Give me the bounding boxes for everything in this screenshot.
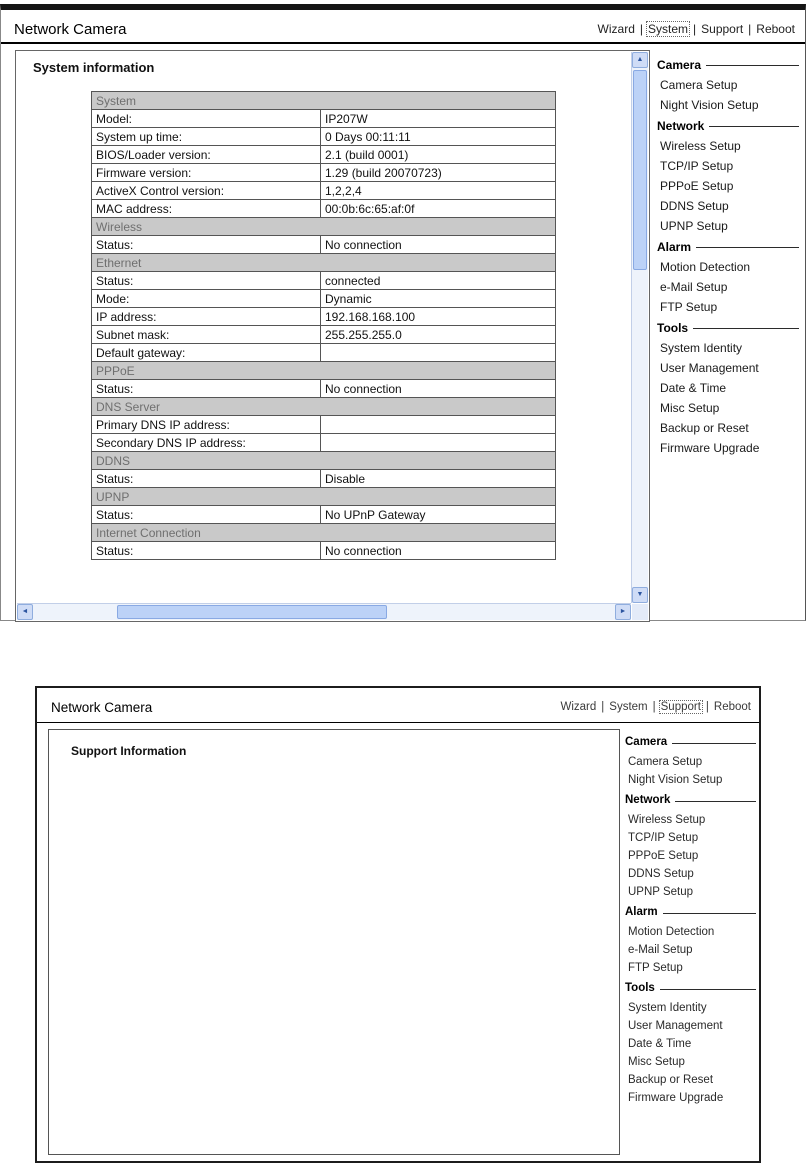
table-row (92, 200, 556, 218)
table-row (92, 308, 556, 326)
table-section-label: Wireless (92, 218, 556, 236)
table-row-value: 1.29 (build 20070723) (321, 164, 556, 182)
table-row-value: 192.168.168.100 (321, 308, 556, 326)
sidebar-item-night-vision-setup[interactable]: Night Vision Setup (660, 98, 759, 112)
table-row-value: 00:0b:6c:65:af:0f (321, 200, 556, 218)
sidebar-item-ddns-setup[interactable]: DDNS Setup (628, 868, 694, 880)
sidebar-item-firmware-upgrade[interactable]: Firmware Upgrade (660, 441, 760, 455)
table-section-label: DDNS (92, 452, 556, 470)
sidebar-item-misc-setup[interactable]: Misc Setup (660, 401, 720, 415)
sidebar-item-upnp-setup[interactable]: UPNP Setup (628, 886, 693, 898)
top-nav (596, 22, 797, 36)
table-row-label: Subnet mask: (92, 326, 321, 344)
vertical-scroll-track[interactable] (632, 68, 648, 587)
sidebar-section-title-tools: Tools (625, 977, 756, 999)
system-info-table (91, 91, 556, 560)
table-row-label: Default gateway: (92, 344, 321, 362)
page-title: Network Camera (51, 700, 153, 715)
table-section-label: PPPoE (92, 362, 556, 380)
horizontal-scrollbar[interactable] (17, 603, 631, 620)
table-row-value: No connection (321, 236, 556, 254)
sidebar-section-title-alarm: Alarm (657, 236, 799, 257)
content-heading: Support Information (71, 744, 187, 758)
sidebar-item-ftp-setup[interactable]: FTP Setup (660, 300, 718, 314)
table-section-label: Ethernet (92, 254, 556, 272)
nav-support[interactable]: Support (660, 701, 701, 713)
sidebar-item-tcp-ip-setup[interactable]: TCP/IP Setup (628, 832, 699, 844)
table-row-label: Status: (92, 236, 321, 254)
sidebar-item-user-management[interactable]: User Management (628, 1020, 723, 1032)
sidebar-section-title-camera: Camera (657, 54, 799, 75)
table-section-label: UPNP (92, 488, 556, 506)
section-rule (663, 913, 756, 914)
sidebar-item-upnp-setup[interactable]: UPNP Setup (660, 219, 728, 233)
scroll-right-arrow-icon[interactable]: ► (615, 604, 631, 620)
table-row (92, 164, 556, 182)
table-row-label: Model: (92, 110, 321, 128)
table-section-row (92, 452, 556, 470)
vertical-scrollbar[interactable] (631, 52, 648, 603)
table-section-row (92, 488, 556, 506)
sidebar-item-e-mail-setup[interactable]: e-Mail Setup (660, 280, 728, 294)
table-row-value (321, 344, 556, 362)
table-row-value: 255.255.255.0 (321, 326, 556, 344)
sidebar-menu (657, 54, 799, 458)
scroll-down-arrow-icon[interactable]: ▼ (632, 587, 648, 603)
scroll-up-arrow-icon[interactable]: ▲ (632, 52, 648, 68)
nav-separator: | (693, 22, 697, 36)
sidebar-item-system-identity[interactable]: System Identity (660, 341, 743, 355)
table-row-value: Disable (321, 470, 556, 488)
horizontal-scroll-track[interactable] (33, 604, 615, 620)
page-header (37, 688, 759, 722)
nav-separator: | (639, 22, 643, 36)
nav-support[interactable]: Support (701, 22, 744, 36)
content-frame (48, 729, 620, 1155)
table-row (92, 182, 556, 200)
table-row-label: IP address: (92, 308, 321, 326)
table-row-label: Secondary DNS IP address: (92, 434, 321, 452)
table-row-value: No connection (321, 542, 556, 560)
table-row (92, 506, 556, 524)
sidebar-section-title-alarm: Alarm (625, 901, 756, 923)
table-row-value: No UPnP Gateway (321, 506, 556, 524)
table-row (92, 146, 556, 164)
horizontal-scroll-thumb[interactable] (117, 605, 387, 619)
top-nav (559, 701, 754, 713)
sidebar-item-pppoe-setup[interactable]: PPPoE Setup (628, 850, 699, 862)
section-rule (706, 65, 799, 66)
nav-system[interactable]: System (609, 701, 648, 713)
sidebar-item-ftp-setup[interactable]: FTP Setup (628, 962, 683, 974)
table-row-value: Dynamic (321, 290, 556, 308)
sidebar-item-backup-or-reset[interactable]: Backup or Reset (628, 1074, 714, 1086)
sidebar-item-date-time[interactable]: Date & Time (660, 381, 727, 395)
table-section-label: DNS Server (92, 398, 556, 416)
table-row (92, 416, 556, 434)
table-row-value: connected (321, 272, 556, 290)
page-body (37, 723, 759, 1161)
section-rule (693, 328, 799, 329)
sidebar-item-backup-or-reset[interactable]: Backup or Reset (660, 421, 749, 435)
table-row-value (321, 416, 556, 434)
sidebar-item-motion-detection[interactable]: Motion Detection (660, 260, 751, 274)
table-row-value: 0 Days 00:11:11 (321, 128, 556, 146)
nav-separator: | (705, 701, 709, 713)
table-row-label: Firmware version: (92, 164, 321, 182)
table-row-label: BIOS/Loader version: (92, 146, 321, 164)
table-section-row (92, 254, 556, 272)
table-section-label: Internet Connection (92, 524, 556, 542)
vertical-scroll-thumb[interactable] (633, 70, 647, 270)
table-row-label: System up time: (92, 128, 321, 146)
table-row (92, 272, 556, 290)
section-rule (675, 801, 756, 802)
sidebar-item-wireless-setup[interactable]: Wireless Setup (660, 139, 741, 153)
table-row-label: MAC address: (92, 200, 321, 218)
sidebar-item-ddns-setup[interactable]: DDNS Setup (660, 199, 729, 213)
table-row (92, 470, 556, 488)
sidebar-section-title-network: Network (657, 115, 799, 136)
sidebar-item-night-vision-setup[interactable]: Night Vision Setup (628, 774, 723, 786)
table-row-value: No connection (321, 380, 556, 398)
sidebar-item-wireless-setup[interactable]: Wireless Setup (628, 814, 706, 826)
sidebar-item-user-management[interactable]: User Management (660, 361, 759, 375)
table-row (92, 128, 556, 146)
page-header (1, 10, 805, 42)
sidebar-item-motion-detection[interactable]: Motion Detection (628, 926, 715, 938)
nav-wizard[interactable]: Wizard (560, 701, 597, 713)
sidebar-item-misc-setup[interactable]: Misc Setup (628, 1056, 685, 1068)
table-row (92, 290, 556, 308)
table-row-label: Status: (92, 272, 321, 290)
section-rule (709, 126, 799, 127)
table-row-label: Status: (92, 380, 321, 398)
table-row-label: Status: (92, 506, 321, 524)
sidebar-item-camera-setup[interactable]: Camera Setup (628, 756, 703, 768)
sidebar-item-firmware-upgrade[interactable]: Firmware Upgrade (628, 1092, 724, 1104)
table-row-value (321, 434, 556, 452)
nav-separator: | (652, 701, 656, 713)
sidebar-menu (625, 731, 756, 1107)
sidebar-item-tcp-ip-setup[interactable]: TCP/IP Setup (660, 159, 734, 173)
sidebar-item-e-mail-setup[interactable]: e-Mail Setup (628, 944, 693, 956)
table-row-label: Mode: (92, 290, 321, 308)
scrollbar-corner (632, 604, 648, 620)
nav-separator: | (748, 22, 752, 36)
sidebar-item-date-time[interactable]: Date & Time (628, 1038, 692, 1050)
nav-separator: | (601, 701, 605, 713)
nav-reboot[interactable]: Reboot (713, 701, 751, 713)
nav-system[interactable]: System (648, 22, 689, 36)
table-row-label: Primary DNS IP address: (92, 416, 321, 434)
content-heading: System information (33, 60, 155, 75)
sidebar-section-title-camera: Camera (625, 731, 756, 753)
table-row (92, 434, 556, 452)
section-rule (672, 743, 756, 744)
table-row (92, 542, 556, 560)
sidebar-item-camera-setup[interactable]: Camera Setup (660, 78, 738, 92)
nav-wizard[interactable]: Wizard (597, 22, 635, 36)
table-row-value: 1,2,2,4 (321, 182, 556, 200)
table-section-row (92, 362, 556, 380)
table-row (92, 236, 556, 254)
table-row-label: ActiveX Control version: (92, 182, 321, 200)
table-section-row (92, 218, 556, 236)
table-row (92, 110, 556, 128)
table-row (92, 344, 556, 362)
content-frame (15, 50, 650, 622)
table-row-value: IP207W (321, 110, 556, 128)
sidebar-section-title-tools: Tools (657, 317, 799, 338)
system-page-screenshot (0, 4, 806, 621)
table-row (92, 326, 556, 344)
sidebar-section-title-network: Network (625, 789, 756, 811)
table-row-label: Status: (92, 470, 321, 488)
sidebar-item-pppoe-setup[interactable]: PPPoE Setup (660, 179, 734, 193)
scroll-left-arrow-icon[interactable]: ◄ (17, 604, 33, 620)
table-row-label: Status: (92, 542, 321, 560)
table-section-row (92, 524, 556, 542)
table-section-row (92, 92, 556, 110)
page-body (1, 44, 805, 620)
sidebar-item-system-identity[interactable]: System Identity (628, 1002, 707, 1014)
table-row-value: 2.1 (build 0001) (321, 146, 556, 164)
support-page-screenshot (35, 686, 761, 1163)
nav-reboot[interactable]: Reboot (756, 22, 795, 36)
section-rule (696, 247, 799, 248)
table-section-label: System (92, 92, 556, 110)
table-row (92, 380, 556, 398)
section-rule (660, 989, 756, 990)
system-info-table-body (92, 92, 556, 560)
table-section-row (92, 398, 556, 416)
page-title: Network Camera (14, 21, 127, 38)
